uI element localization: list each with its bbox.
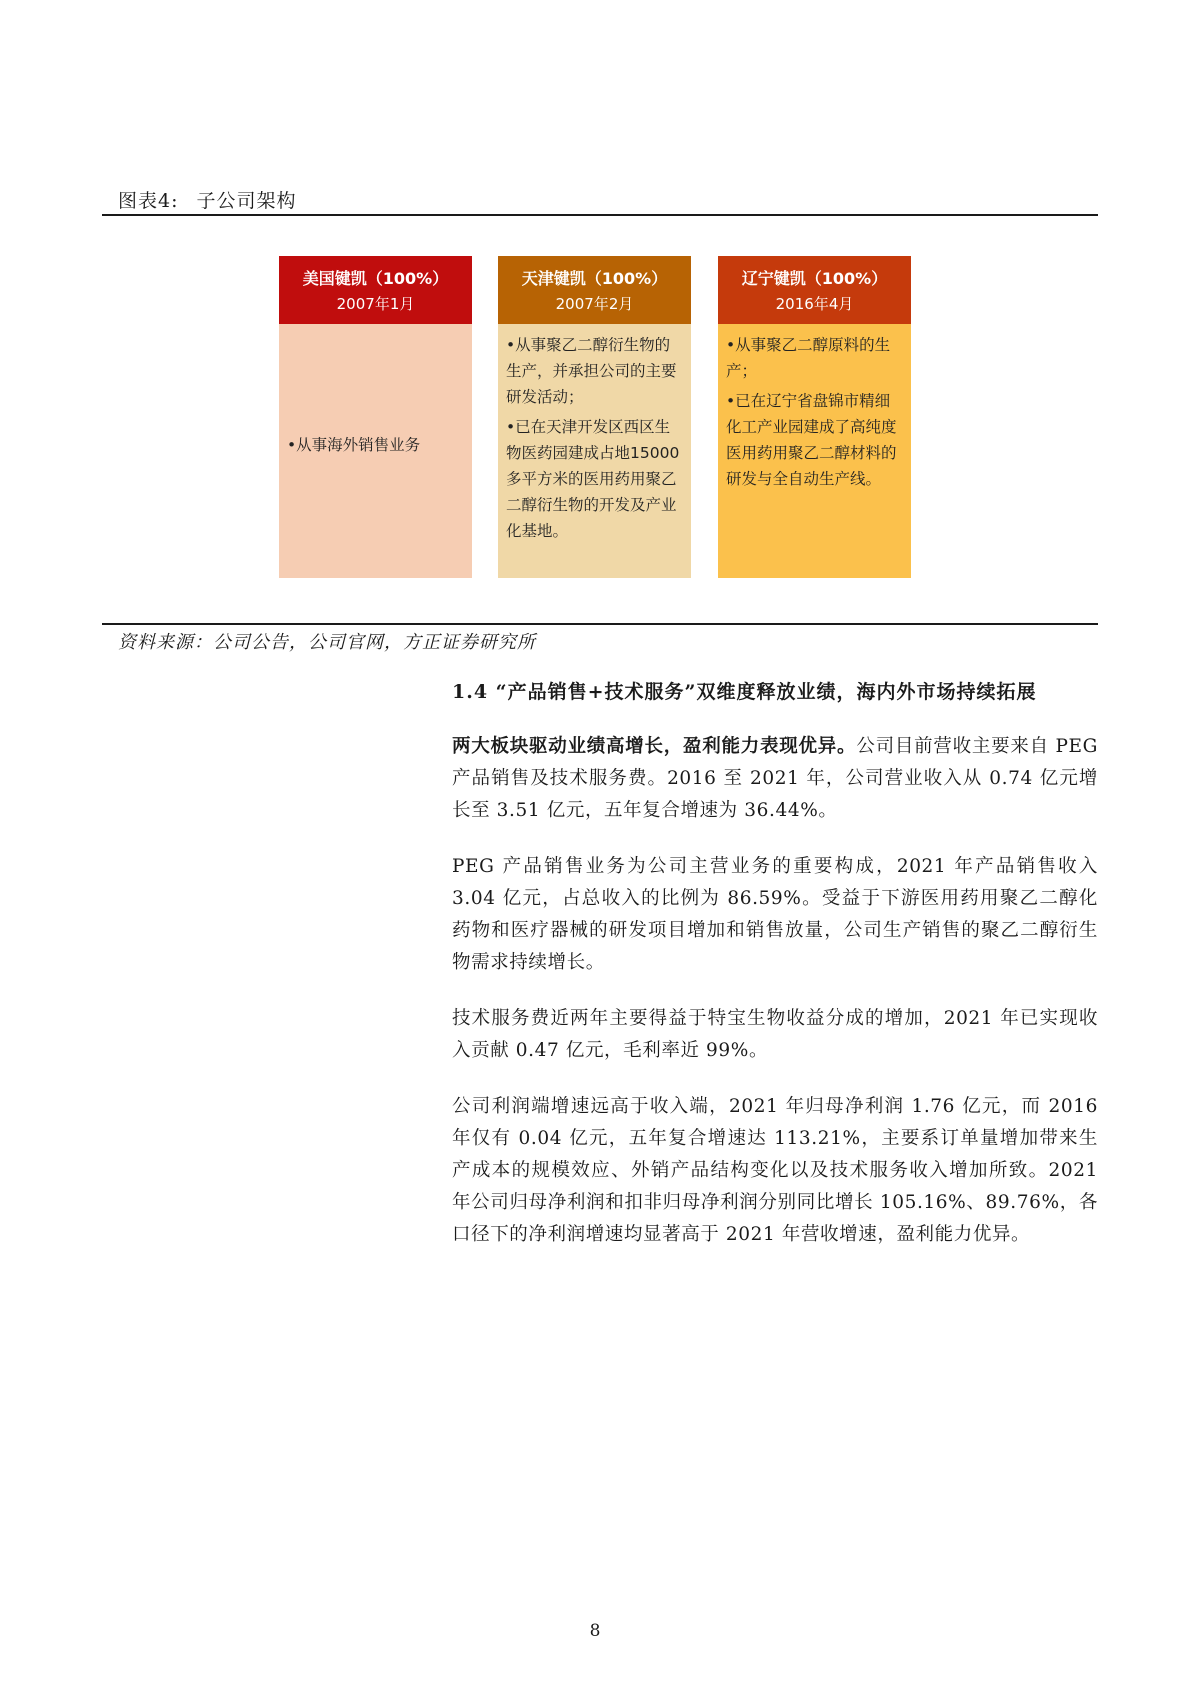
subsidiary-card-usa: [279, 256, 472, 578]
paragraph-lead: 两大板块驱动业绩高增长，盈利能力表现优异。: [452, 736, 857, 757]
figure-source: 资料来源：公司公告，公司官网，方正证券研究所: [118, 632, 536, 653]
subsidiary-name: 辽宁键凯（100%）: [741, 269, 888, 288]
section-heading: 1.4 “产品销售+技术服务”双维度释放业绩，海内外市场持续拓展: [452, 681, 1037, 703]
subsidiary-card-body: [498, 324, 691, 578]
figure-title: [118, 186, 297, 213]
figure-bottom-rule: [102, 623, 1098, 625]
subsidiary-item: •从事聚乙二醇原料的生产；: [726, 336, 891, 380]
subsidiary-item: •已在辽宁省盘锦市精细化工产业园建成了高纯度医用药用聚乙二醇材料的研发与全自动生产线。: [726, 392, 897, 488]
subsidiary-card-header: [718, 256, 911, 324]
figure-top-rule: [102, 214, 1098, 216]
subsidiary-card-tianjin: [498, 256, 691, 578]
paragraph-text: 公司目前营收主要来自 PEG 产品销售及技术服务费。2016 至 2021 年，公司营业收入从 0.74 亿元增长至 3.51 亿元，五年复合增速为 36.44%。: [452, 736, 1099, 821]
subsidiary-item: •从事海外销售业务: [287, 436, 421, 454]
subsidiary-date: 2007年2月: [555, 295, 634, 313]
figure-caption: 子公司架构: [196, 190, 297, 212]
page-number: 8: [589, 1621, 601, 1641]
subsidiary-card-header: [279, 256, 472, 324]
subsidiary-item: •已在天津开发区西区生物医药园建成占地15000多平方米的医用药用聚乙二醇衍生物的开发及产业化基地。: [506, 418, 680, 540]
subsidiary-name: 美国键凯（100%）: [302, 269, 449, 288]
subsidiary-name: 天津键凯（100%）: [521, 269, 668, 288]
subsidiary-card-liaoning: [718, 256, 911, 578]
paragraph-product-sales: PEG 产品销售业务为公司主营业务的重要构成，2021 年产品销售收入 3.04 亿元，占总收入的比例为 86.59%。受益于下游医用药用聚乙二醇化药物和医疗器械的研发项目增加和销售放量，公司生产销售的聚乙二醇衍生物需求持续增长。: [452, 856, 1098, 973]
figure-label: 图表4:: [118, 190, 179, 212]
paragraph-profit: 公司利润端增速远高于收入端，2021 年归母净利润 1.76 亿元，而 2016 年仅有 0.04 亿元，五年复合增速达 113.21%，主要系订单量增加带来生产成本的规模效应、外销产品结构变化以及技术服务收入增加所致。2021 年公司归母净利润和扣非归母净利润分别同比增长 105.16%、89.76%，各口径下的净利润增速均显著高于 2021 年营收增速，盈利能力优异。: [452, 1096, 1098, 1245]
subsidiary-card-body: [718, 324, 911, 578]
paragraph-tech-service: 技术服务费近两年主要得益于特宝生物收益分成的增加，2021 年已实现收入贡献 0.47 亿元，毛利率近 99%。: [452, 1008, 1098, 1061]
subsidiary-date: 2007年1月: [336, 295, 415, 313]
subsidiary-date: 2016年4月: [775, 295, 854, 313]
subsidiary-card-body: [279, 324, 472, 578]
paragraph-revenue: [452, 731, 1098, 827]
subsidiary-card-header: [498, 256, 691, 324]
subsidiary-item: •从事聚乙二醇衍生物的生产，并承担公司的主要研发活动；: [506, 336, 677, 406]
